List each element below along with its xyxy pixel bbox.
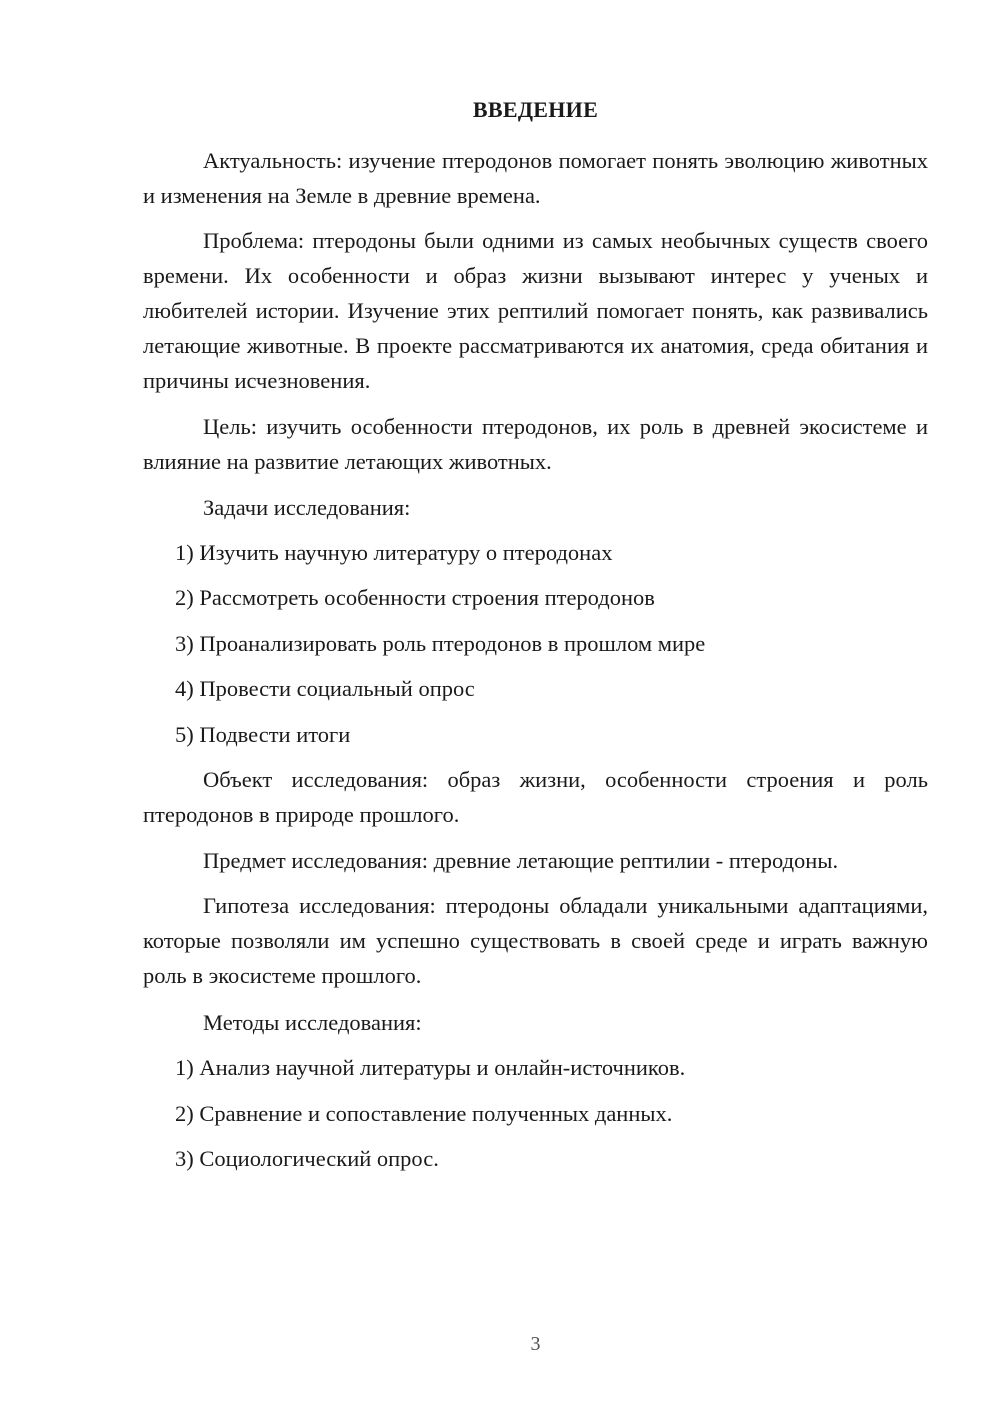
task-list-item: 3) Проанализировать роль птеродонов в прошлом мире (175, 631, 706, 656)
tasks-heading: Задачи исследования: (203, 495, 411, 520)
method-list-item: 1) Анализ научной литературы и онлайн-источников. (175, 1055, 686, 1080)
task-list-item: 5) Подвести итоги (175, 722, 351, 747)
object-paragraph: Объект исследования: образ жизни, особенности строения и роль птеродонов в природе прошлого. (143, 767, 928, 827)
relevance-paragraph: Актуальность: изучение птеродонов помогает понять эволюцию животных и изменения на Земле в древние времена. (143, 148, 928, 208)
subject-paragraph: Предмет исследования: древние летающие рептилии - птеродоны. (203, 848, 839, 873)
method-list-item: 3) Социологический опрос. (175, 1146, 439, 1171)
task-list-item: 2) Рассмотреть особенности строения птеродонов (175, 585, 655, 610)
document-page (143, 0, 928, 1414)
goal-paragraph: Цель: изучить особенности птеродонов, их роль в древней экосистеме и влияние на развитие летающих животных. (143, 414, 928, 474)
task-list-item: 1) Изучить научную литературу о птеродонах (175, 540, 613, 565)
task-list-item: 4) Провести социальный опрос (175, 676, 475, 701)
page-title: ВВЕДЕНИЕ (472, 97, 599, 122)
method-list-item: 2) Сравнение и сопоставление полученных данных. (175, 1101, 673, 1126)
hypothesis-paragraph: Гипотеза исследования: птеродоны обладали уникальными адаптациями, которые позволяли им успешно существовать в своей среде и играть важную роль в экосистеме прошлого. (143, 893, 928, 988)
methods-heading: Методы исследования: (203, 1010, 422, 1035)
problem-paragraph: Проблема: птеродоны были одними из самых необычных существ своего времени. Их особенности и образ жизни вызывают интерес у ученых и любителей истории. Изучение этих рептилий помогает понять, как развивались летающие животные. В проекте рассматриваются их анатомия, среда обитания и причины исчезновения. (143, 228, 928, 393)
page-number: 3 (530, 1333, 541, 1355)
